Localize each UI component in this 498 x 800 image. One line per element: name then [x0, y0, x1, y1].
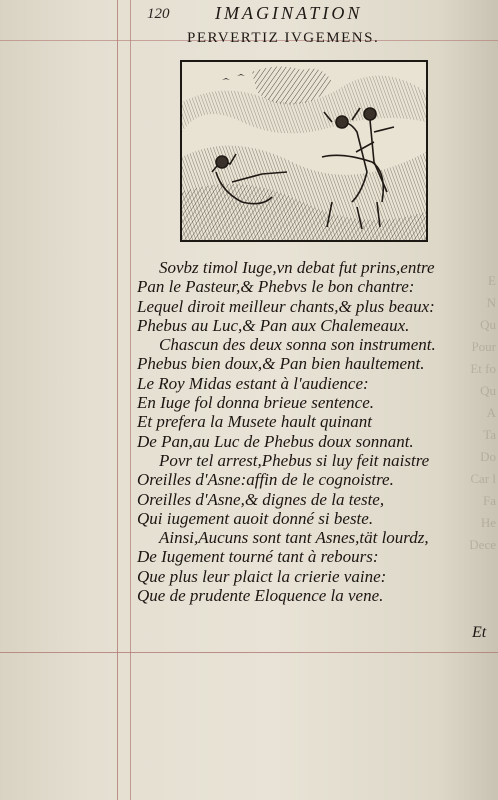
bleed-through-line: Ta	[483, 427, 496, 442]
verse-line: Ainsi,Aucuns sont tant Asnes,tät lourdz,	[159, 528, 429, 548]
verse-line: De Pan,au Luc de Phebus doux sonnant.	[137, 431, 414, 451]
bleed-through-line: Pour	[471, 339, 496, 354]
page-number: 120	[147, 6, 170, 22]
woodcut-scene	[182, 62, 426, 240]
page-subtitle: PERVERTIZ IVGEMENS.	[187, 30, 380, 46]
bleed-through-line: Et fo	[470, 361, 496, 376]
woodcut-illustration	[180, 60, 428, 242]
bleed-through-line: Qu	[480, 383, 496, 398]
verse-line: Le Roy Midas estant à l'audience:	[137, 373, 369, 393]
catchword: Et	[472, 624, 487, 641]
bleed-through-line: E	[488, 273, 496, 288]
bleed-through-line: A	[486, 405, 496, 420]
verse-line: Chascun des deux sonna son instrument.	[159, 335, 436, 355]
verse-line: Oreilles d'Asne,& dignes de la teste,	[137, 489, 385, 509]
verse-line: Oreilles d'Asne:affin de le cognoistre.	[137, 470, 394, 490]
verse-line: Sovbz timol Iuge,vn debat fut prins,entre	[159, 258, 435, 277]
verse-text	[137, 258, 487, 605]
bleed-through-line: He	[480, 515, 496, 530]
bleed-through-line: Car l	[470, 471, 496, 486]
bleed-through-line: Fa	[483, 493, 496, 508]
verse-line: Phebus bien doux,& Pan bien haultement.	[137, 354, 425, 374]
bleed-through-line: Qu	[480, 317, 496, 332]
bleed-through-line: Do	[480, 449, 496, 464]
verse-line: Lequel diroit meilleur chants,& plus beaux:	[137, 296, 435, 316]
margin-rule-bottom	[0, 652, 498, 653]
verse-line: Qui iugement auoit donné si beste.	[137, 508, 374, 528]
verse-line: En Iuge fol donna brieue sentence.	[137, 393, 374, 413]
verse-line: Que plus leur plaict la crierie vaine:	[137, 566, 387, 586]
verse-line: Et prefera la Musete hault quinant	[137, 412, 372, 432]
margin-rule-left-inner	[130, 0, 131, 800]
verse-line: Povr tel arrest,Phebus si luy feit naistre	[159, 450, 430, 470]
verse-line: Pan le Pasteur,& Phebvs le bon chantre:	[137, 277, 415, 297]
page-title: IMAGINATION	[215, 3, 363, 23]
margin-rule-left	[117, 0, 118, 800]
bleed-through-line: Dece	[469, 537, 496, 552]
verse-line: Que de prudente Eloquence la vene.	[137, 586, 384, 606]
verse-line: De Iugement tourné tant à rebours:	[137, 547, 379, 567]
bleed-through-line: N	[486, 295, 496, 310]
verse-line: Phebus au Luc,& Pan aux Chalemeaux.	[137, 315, 410, 335]
